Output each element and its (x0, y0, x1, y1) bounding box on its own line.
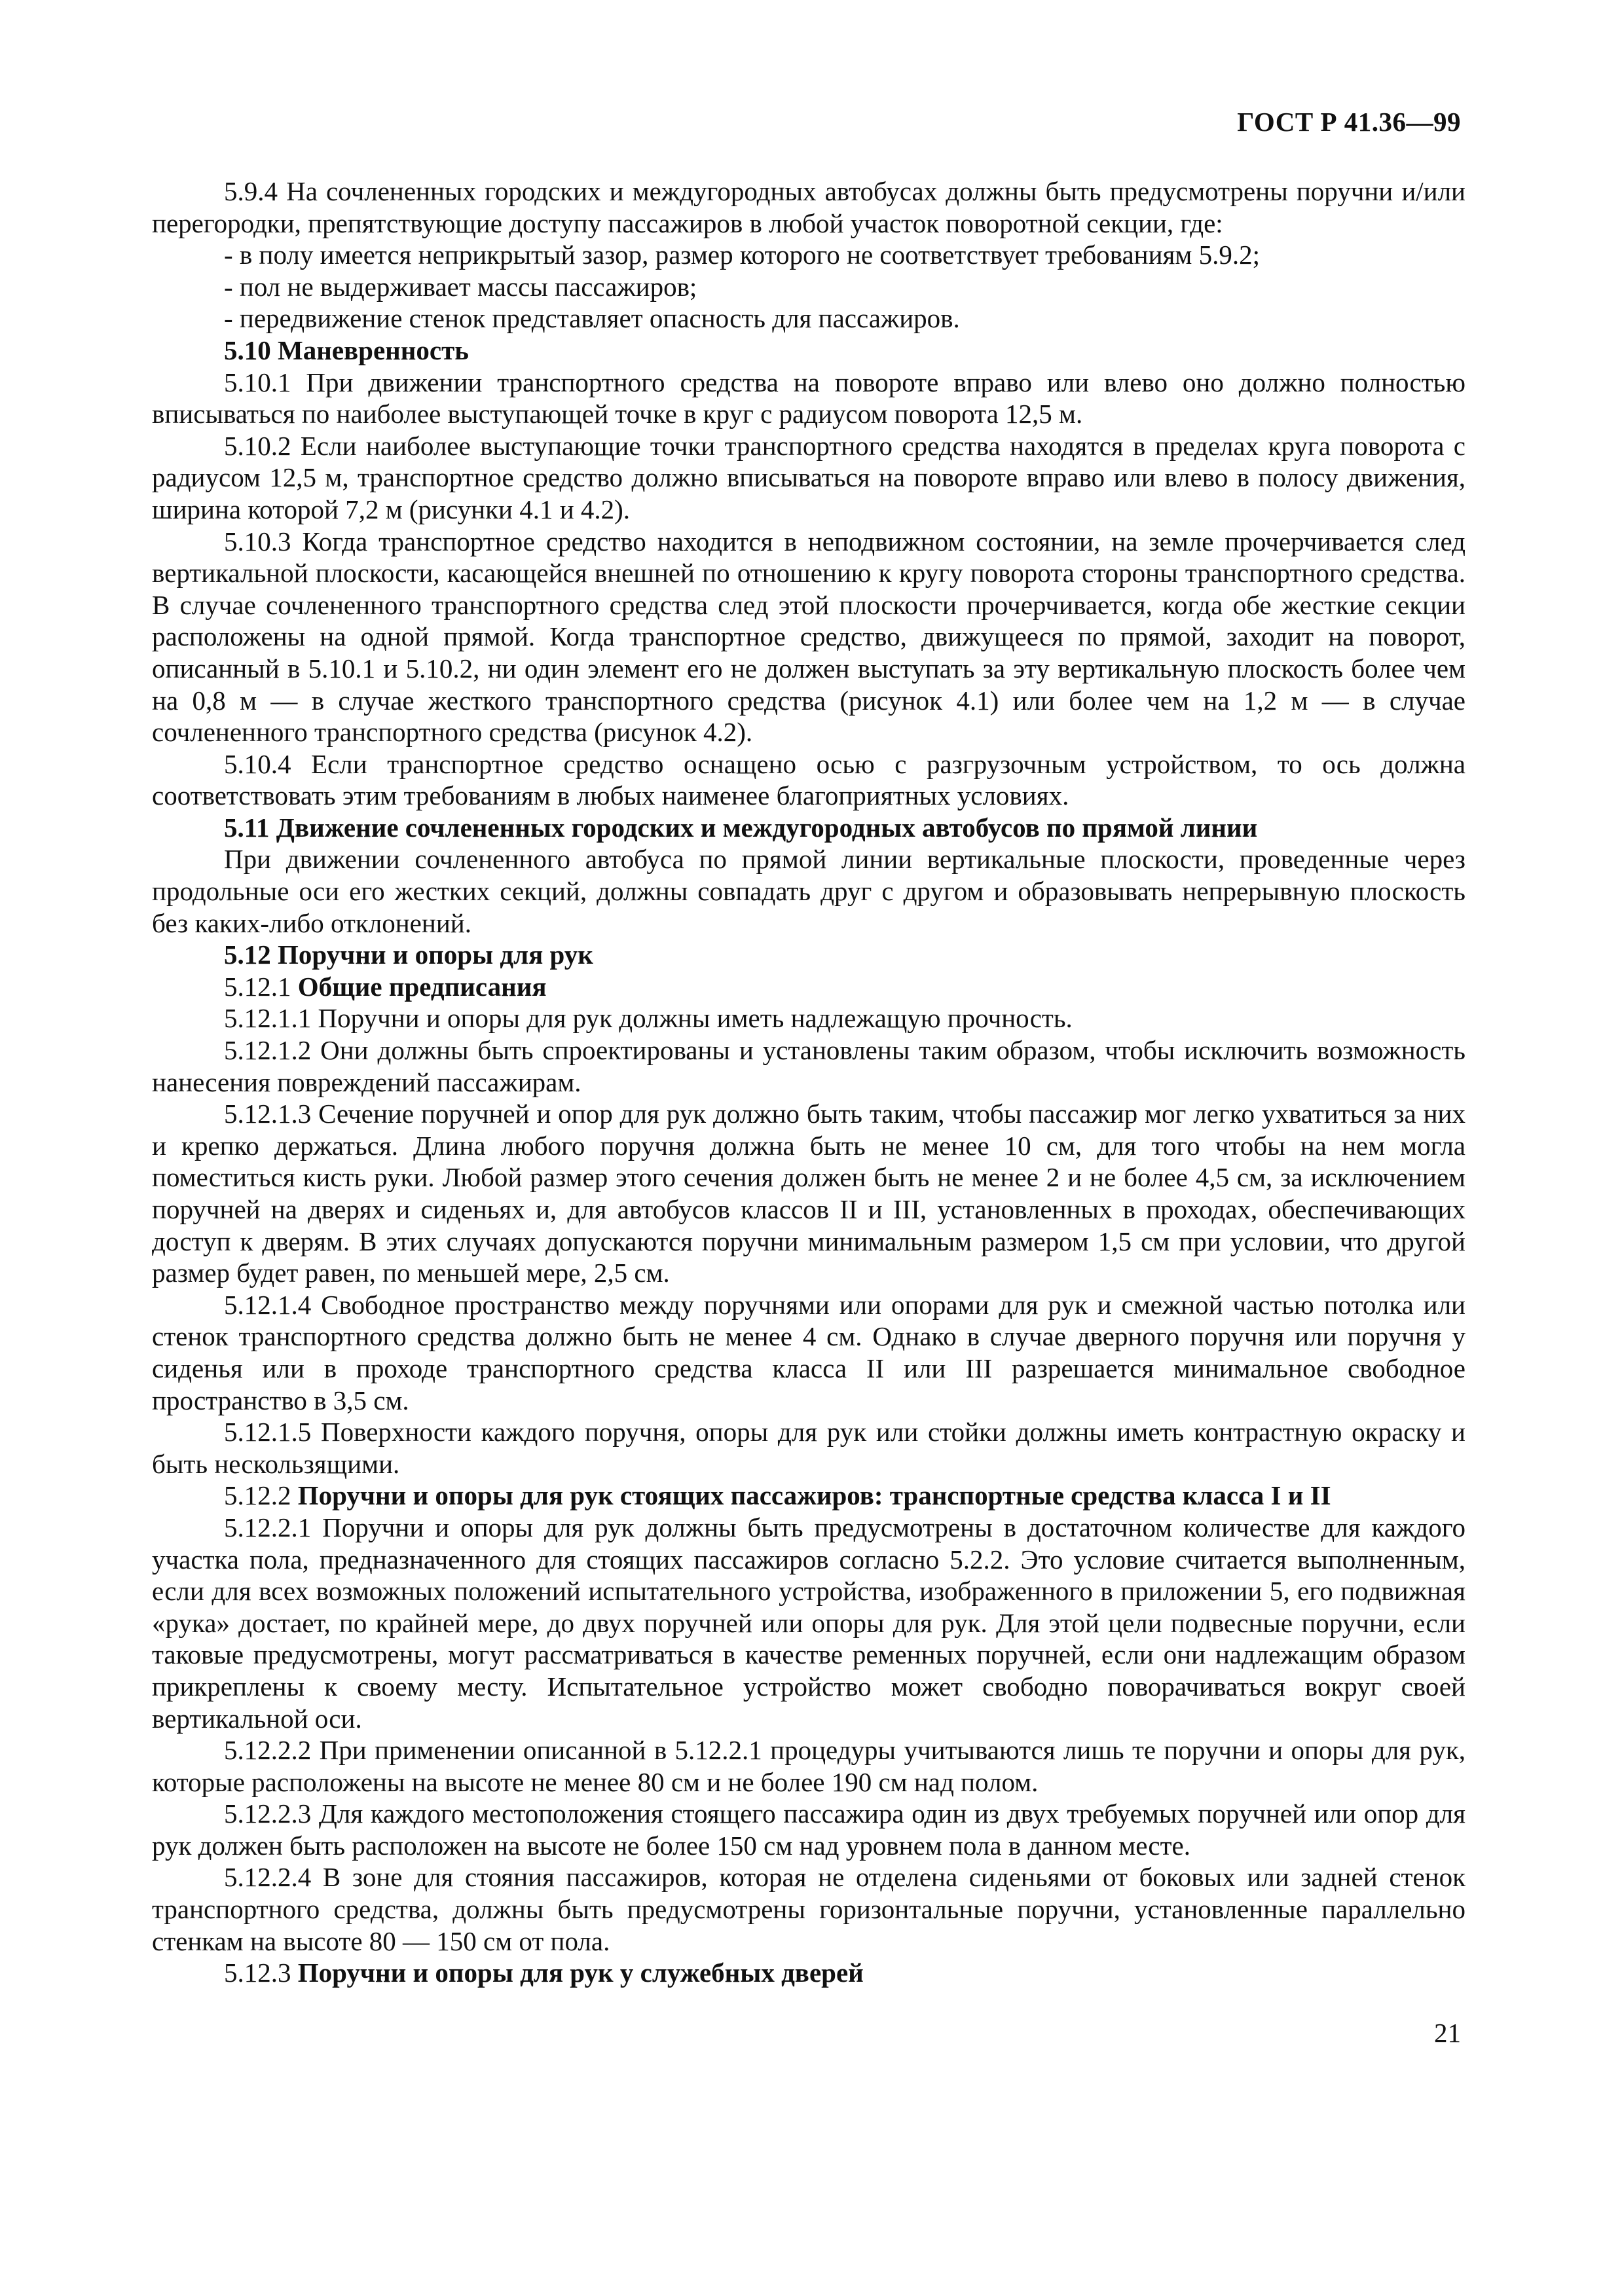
section-title: Общие предписания (297, 971, 547, 1002)
document-code: ГОСТ Р 41.36—99 (1237, 107, 1461, 137)
paragraph-5-10-1: 5.10.1 При движении транспортного средства на повороте вправо или влево оно должно полностью вписываться по наиболее выступающей точке в круг с радиусом поворота 12,5 м. (152, 367, 1465, 429)
section-heading-5-12-3 (152, 1957, 1465, 1989)
section-heading-5-12 (152, 939, 1465, 971)
section-heading-5-11 (152, 812, 1465, 844)
section-title: Поручни и опоры для рук у служебных дверей (297, 1958, 864, 1988)
section-title: Поручни и опоры для рук (278, 939, 593, 970)
paragraph-5-12-1-4: 5.12.1.4 Свободное пространство между поручнями или опорами для рук и смежной частью потолка или стенок транспортного средства должно быть не менее 4 см. Однако в случае дверного поручня или поручня у сиденья или в проходе транспортного средства класса II или III разрешается минимальное свободное пространство в 3,5 см. (152, 1289, 1465, 1415)
page-number: 21 (1434, 2018, 1461, 2048)
paragraph-5-11: При движении сочлененного автобуса по прямой линии вертикальные плоскости, проведенные через продольные оси его жестких секций, должны совпадать друг с другом и образовывать непрерывную плоскость без каких-либо отклонений. (152, 844, 1465, 938)
paragraph-5-12-1-2: 5.12.1.2 Они должны быть спроектированы и установлены таким образом, чтобы исключить возможность нанесения повреждений пассажирам. (152, 1035, 1465, 1097)
document-body (152, 175, 1465, 1989)
section-title: Движение сочлененных городских и междугородных автобусов по прямой линии (276, 812, 1258, 843)
paragraph-5-10-4: 5.10.4 Если транспортное средство оснащено осью с разгрузочным устройством, то ось должна соответствовать этим требованиям в любых наименее благоприятных условиях. (152, 748, 1465, 811)
section-heading-5-12-1 (152, 971, 1465, 1003)
section-number: 5.12.3 (224, 1958, 291, 1988)
list-item: - в полу имеется неприкрытый зазор, размер которого не соответствует требованиям 5.9.2; (224, 240, 1260, 270)
section-number: 5.11 (224, 812, 270, 843)
section-title: Поручни и опоры для рук стоящих пассажиров: транспортные средства класса I и II (297, 1480, 1331, 1511)
paragraph-5-10-3: 5.10.3 Когда транспортное средство находится в неподвижном состоянии, на земле прочерчивается след вертикальной плоскости, касающейся внешней по отношению к кругу поворота стороны транспортного средства. В случае сочлененного транспортного средства след этой плоскости прочерчивается, когда обе жесткие секции расположены на одной прямой. Когда транспортное средство, движущееся по прямой, заходит на поворот, описанный в 5.10.1 и 5.10.2, ни один элемент его не должен выступать за эту вертикальную плоскость более чем на 0,8 м — в случае жесткого транспортного средства (рисунок 4.1) или более чем на 1,2 м — в случае сочлененного транспортного средства (рисунок 4.2). (152, 526, 1465, 748)
section-number: 5.10 (224, 335, 271, 365)
list-item: - пол не выдерживает массы пассажиров; (224, 271, 697, 302)
paragraph-5-12-1-3: 5.12.1.3 Сечение поручней и опор для рук должно быть таким, чтобы пассажир мог легко ухватиться за них и крепко держаться. Длина любого поручня должна быть не менее 10 см, для того чтобы на нем могла поместиться кисть руки. Любой размер этого сечения должен быть не менее 2 и не более 4,5 см, за исключением поручней на дверях и сиденьях и, для автобусов классов II и III, установленных в проходах, обеспечивающих доступ к дверям. В этих случаях допускаются поручни минимальным размером 1,5 см при условии, что другой размер будет равен, по меньшей мере, 2,5 см. (152, 1099, 1465, 1288)
section-number: 5.12.1 (224, 971, 291, 1002)
paragraph-5-9-4: 5.9.4 На сочлененных городских и междугородных автобусах должны быть предусмотрены поручни и/или перегородки, препятствующие доступу пассажиров в любой участок поворотной секции, где: (152, 176, 1465, 238)
section-heading-5-12-2 (152, 1480, 1465, 1512)
paragraph-5-12-2-1: 5.12.2.1 Поручни и опоры для рук должны быть предусмотрены в достаточном количестве для каждого участка пола, предназначенного для стоящих пассажиров согласно 5.2.2. Это условие считается выполненным, если для всех возможных положений испытательного устройства, изображенного в приложении 5, его подвижная «рука» достает, по крайней мере, до двух поручней или опоры для рук. Для этой цели подвесные поручни, если таковые предусмотрены, могут рассматриваться в качестве ременных поручней, если они надлежащим образом прикреплены к своему месту. Испытательное устройство может свободно поворачиваться вокруг своей вертикальной оси. (152, 1512, 1465, 1734)
section-heading-5-10 (152, 335, 1465, 367)
paragraph-5-12-1-5: 5.12.1.5 Поверхности каждого поручня, опоры для рук или стойки должны иметь контрастную окраску и быть нескользящими. (152, 1417, 1465, 1479)
list-item: - передвижение стенок представляет опасность для пассажиров. (224, 303, 960, 334)
section-title: Маневренность (278, 335, 469, 365)
paragraph-5-10-2: 5.10.2 Если наиболее выступающие точки транспортного средства находятся в пределах круга поворота с радиусом 12,5 м, транспортное средство должно вписываться на повороте вправо или влево в полосу движения, ширина которой 7,2 м (рисунки 4.1 и 4.2). (152, 430, 1465, 524)
paragraph-5-12-2-3: 5.12.2.3 Для каждого местоположения стоящего пассажира один из двух требуемых поручней или опор для рук должен быть расположен на высоте не более 150 см над уровнем пола в данном месте. (152, 1798, 1465, 1861)
paragraph-5-12-2-4: 5.12.2.4 В зоне для стояния пассажиров, которая не отделена сиденьями от боковых или задней стенок транспортного средства, должны быть предусмотрены горизонтальные поручни, установленные параллельно стенкам на высоте 80 — 150 см от пола. (152, 1862, 1465, 1956)
section-number: 5.12.2 (224, 1480, 291, 1511)
section-number: 5.12 (224, 939, 271, 970)
paragraph-5-12-1-1: 5.12.1.1 Поручни и опоры для рук должны иметь надлежащую прочность. (224, 1003, 1073, 1034)
paragraph-5-12-2-2: 5.12.2.2 При применении описанной в 5.12.2.1 процедуры учитываются лишь те поручни и опоры для рук, которые расположены на высоте не менее 80 см и не более 190 см над полом. (152, 1735, 1465, 1797)
